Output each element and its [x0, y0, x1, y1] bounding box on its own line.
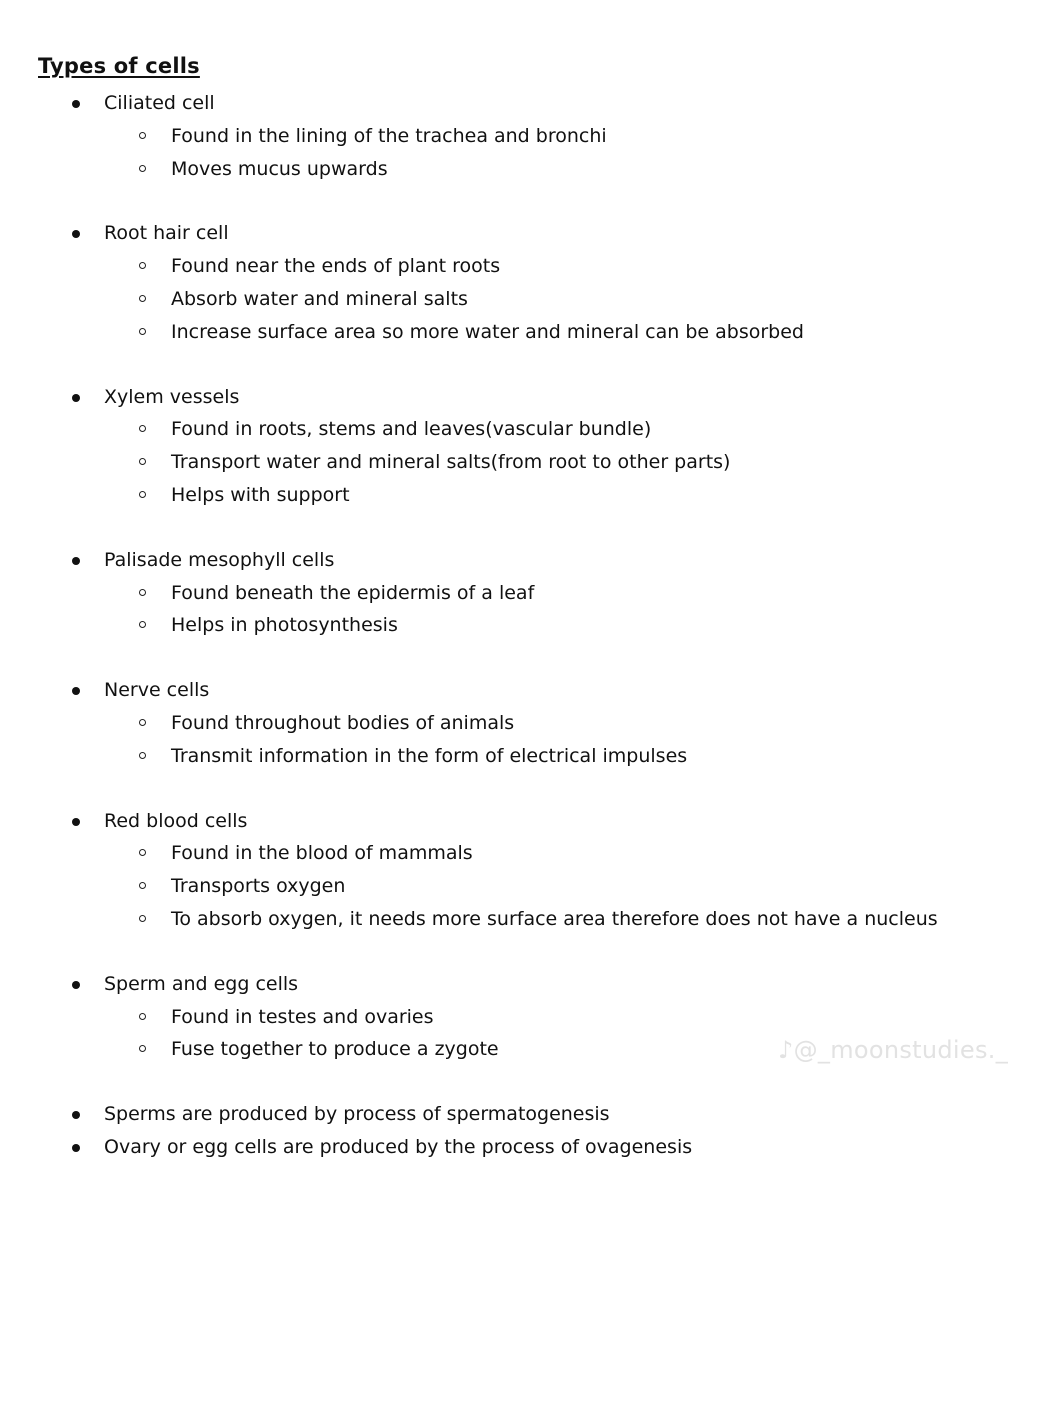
cell-heading [0, 90, 1064, 123]
sub-bullet-text: Found near the ends of plant roots [171, 255, 501, 278]
cell-detail [0, 873, 1064, 906]
bullet-text: Sperm and egg cells [104, 972, 299, 995]
cell-detail [0, 123, 1064, 156]
cell-detail [0, 1004, 1064, 1037]
sub-bullet-text: Found in roots, stems and leaves(vascular bundle) [171, 418, 652, 441]
cell-heading [0, 384, 1064, 417]
bullet-text: Red blood cells [104, 809, 248, 832]
cell-section [0, 90, 1064, 188]
cell-section [0, 808, 1064, 939]
hollow-bullet-icon [139, 1013, 146, 1020]
cell-detail [0, 580, 1064, 613]
note-section [0, 1101, 1064, 1134]
page-title: Types of cells [38, 54, 200, 78]
sub-bullet-text: Found in the blood of mammals [171, 842, 473, 865]
cell-heading [0, 971, 1064, 1004]
bullet-icon [72, 100, 80, 108]
cell-heading [0, 220, 1064, 253]
cell-detail [0, 710, 1064, 743]
hollow-bullet-icon [139, 491, 146, 498]
sub-bullet-text: Found in the lining of the trachea and bronchi [171, 124, 607, 147]
bullet-icon [72, 557, 80, 565]
cell-detail [0, 743, 1064, 776]
cell-heading [0, 808, 1064, 841]
bullet-icon [72, 1144, 80, 1152]
note-item [0, 1101, 1064, 1134]
sub-bullet-text: Found throughout bodies of animals [171, 711, 515, 734]
hollow-bullet-icon [139, 621, 146, 628]
sub-bullet-text: Increase surface area so more water and mineral can be absorbed [171, 320, 804, 343]
cell-section [0, 547, 1064, 645]
hollow-bullet-icon [139, 589, 146, 596]
sub-bullet-text: Found in testes and ovaries [171, 1005, 434, 1028]
cell-section [0, 220, 1064, 351]
hollow-bullet-icon [139, 425, 146, 432]
sub-bullet-text: Absorb water and mineral salts [171, 287, 468, 310]
bullet-text: Sperms are produced by process of spermatogenesis [104, 1103, 610, 1126]
note-item [0, 1134, 1064, 1167]
hollow-bullet-icon [139, 132, 146, 139]
sub-bullet-text: Moves mucus upwards [171, 157, 388, 180]
bullet-icon [72, 981, 80, 989]
cell-section [0, 677, 1064, 775]
bullet-text: Root hair cell [104, 222, 229, 245]
hollow-bullet-icon [139, 328, 146, 335]
hollow-bullet-icon [139, 295, 146, 302]
sub-bullet-text: Fuse together to produce a zygote [171, 1038, 499, 1061]
hollow-bullet-icon [139, 882, 146, 889]
cell-detail [0, 840, 1064, 873]
sub-bullet-text: Transmit information in the form of electrical impulses [171, 744, 688, 767]
bullet-text: Ovary or egg cells are produced by the process of ovagenesis [104, 1135, 693, 1158]
bullet-icon [72, 1111, 80, 1119]
hollow-bullet-icon [139, 849, 146, 856]
watermark: ♪@_moonstudies._ [778, 1036, 1008, 1064]
bullet-icon [72, 230, 80, 238]
bullet-text: Ciliated cell [104, 92, 215, 114]
cell-detail [0, 286, 1064, 319]
sub-bullet-text: Found beneath the epidermis of a leaf [171, 581, 535, 604]
sub-bullet-text: Helps with support [171, 483, 350, 506]
cell-detail [0, 482, 1064, 515]
bullet-text: Nerve cells [104, 679, 210, 702]
cell-detail [0, 612, 1064, 645]
cell-types-list [0, 90, 1064, 1167]
bullet-icon [72, 394, 80, 402]
hollow-bullet-icon [139, 752, 146, 759]
hollow-bullet-icon [139, 165, 146, 172]
hollow-bullet-icon [139, 262, 146, 269]
bullet-icon [72, 687, 80, 695]
cell-detail [0, 253, 1064, 286]
cell-detail [0, 156, 1064, 189]
cell-heading [0, 677, 1064, 710]
cell-detail [0, 319, 1064, 352]
cell-section [0, 384, 1064, 515]
sub-bullet-text: Helps in photosynthesis [171, 614, 398, 637]
cell-detail [0, 416, 1064, 449]
sub-bullet-text: To absorb oxygen, it needs more surface area therefore does not have a nucleus [171, 907, 938, 930]
bullet-text: Xylem vessels [104, 385, 240, 408]
sub-bullet-text: Transports oxygen [171, 875, 346, 898]
hollow-bullet-icon [139, 458, 146, 465]
cell-detail [0, 449, 1064, 482]
hollow-bullet-icon [139, 1045, 146, 1052]
cell-heading [0, 547, 1064, 580]
hollow-bullet-icon [139, 915, 146, 922]
bullet-icon [72, 818, 80, 826]
note-section [0, 1134, 1064, 1167]
hollow-bullet-icon [139, 719, 146, 726]
sub-bullet-text: Transport water and mineral salts(from root to other parts) [171, 451, 731, 474]
bullet-text: Palisade mesophyll cells [104, 548, 335, 571]
cell-detail [0, 906, 1064, 939]
